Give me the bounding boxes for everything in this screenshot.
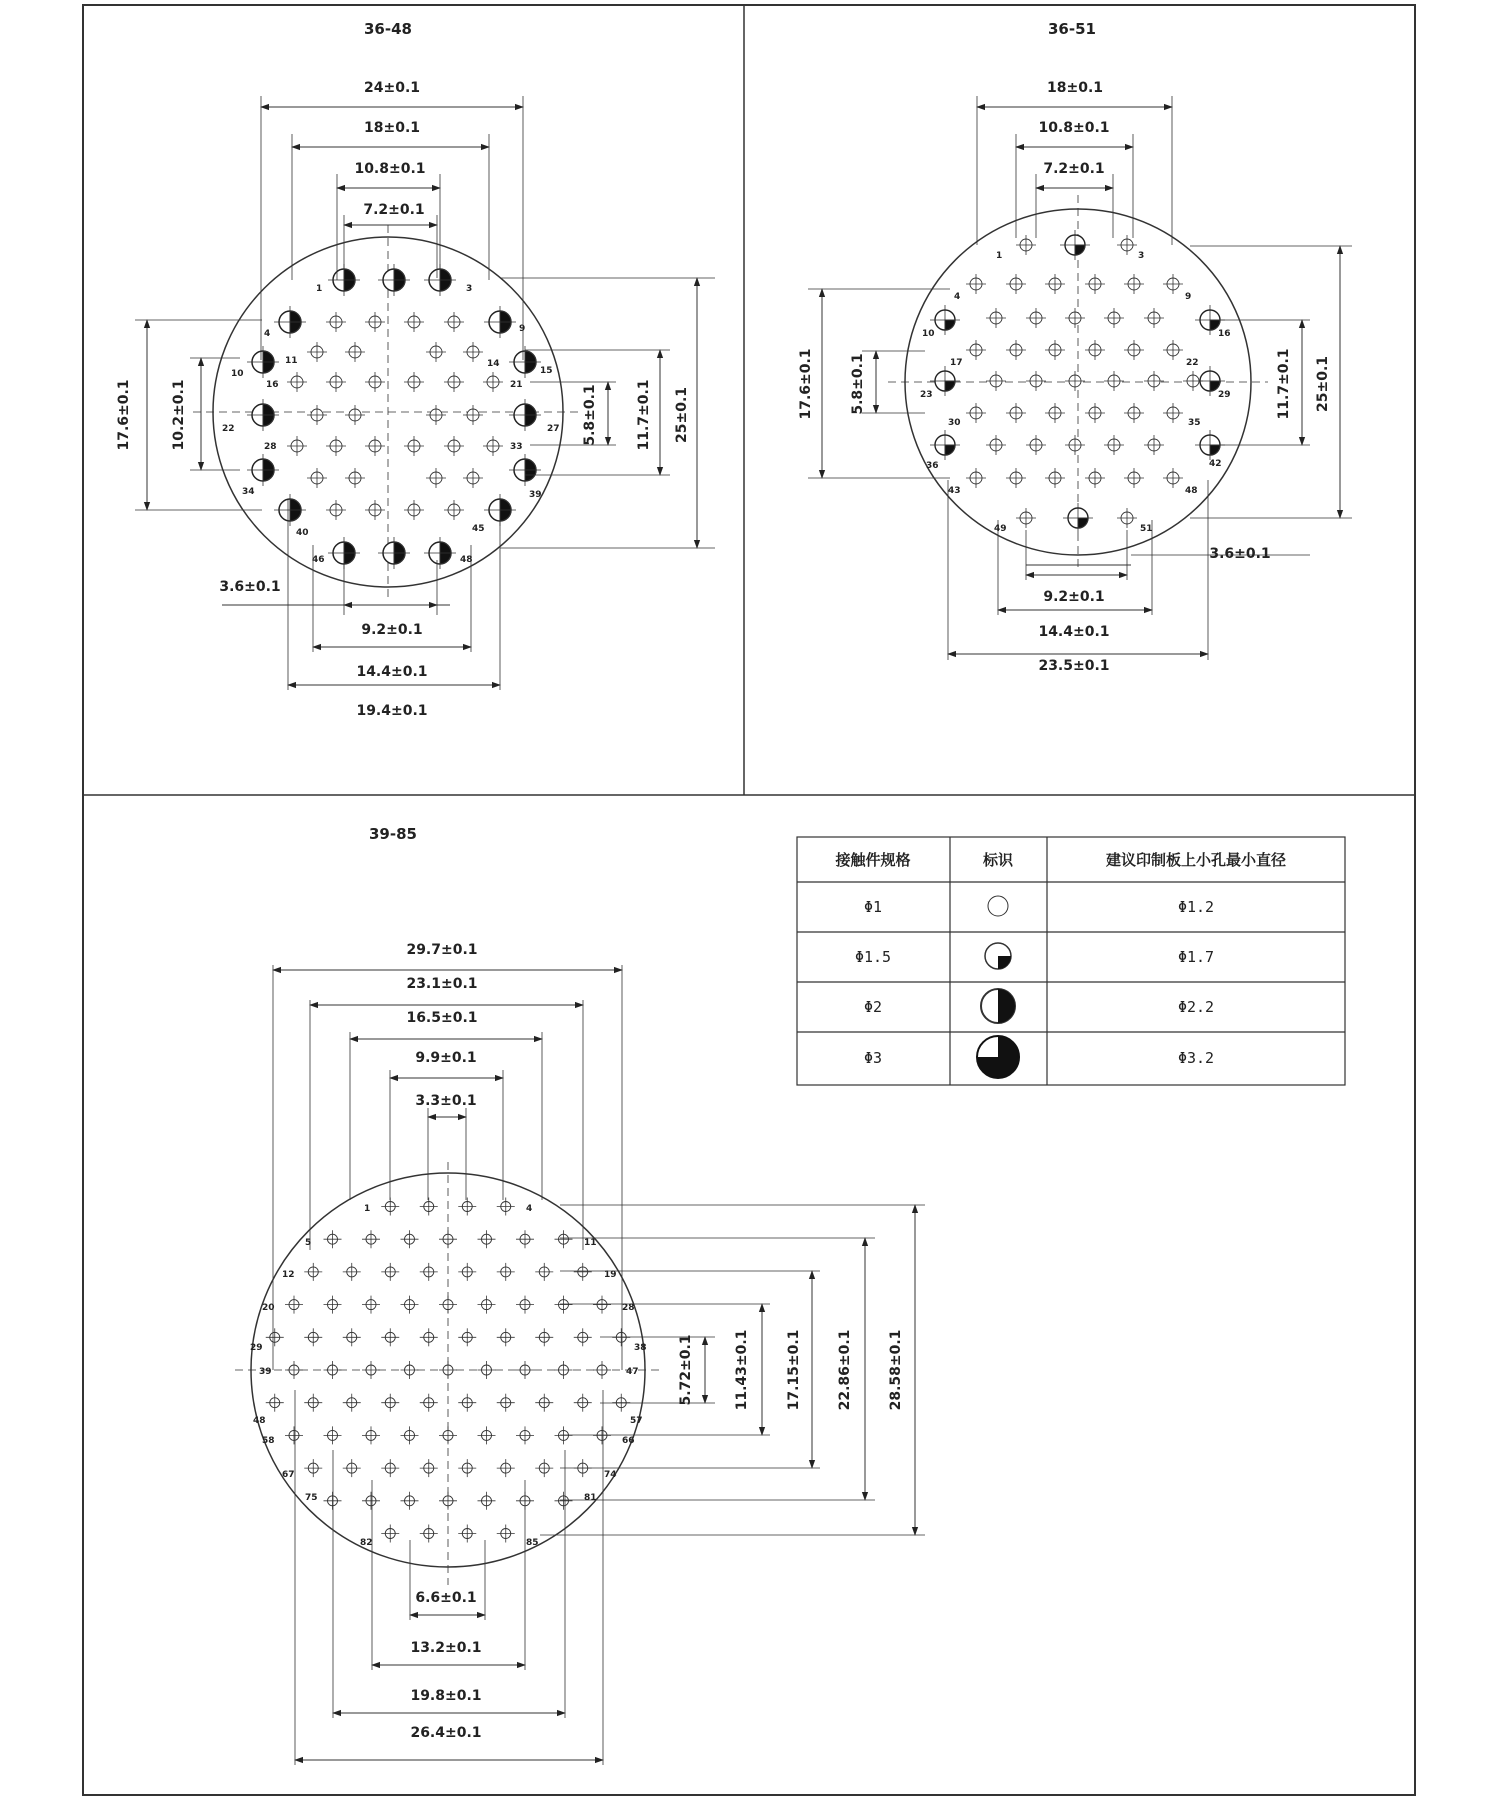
contact-phi1 <box>401 1361 419 1379</box>
pin-label: 75 <box>305 1493 318 1503</box>
contact-phi1 <box>535 1263 553 1281</box>
contact-phi1 <box>1163 274 1183 294</box>
legend-header-symbol: 标识 <box>982 851 1014 869</box>
contact-phi2 <box>378 264 410 296</box>
contact-phi1 <box>1124 274 1144 294</box>
pin-label: 1 <box>996 251 1003 261</box>
contact-phi1 <box>966 274 986 294</box>
dim-label: 11.43±0.1 <box>734 1329 750 1411</box>
pin-label: 4 <box>526 1204 533 1214</box>
contact-phi1_5 <box>1060 230 1090 260</box>
phi3-symbol <box>977 1036 1019 1078</box>
contact-phi1 <box>966 468 986 488</box>
contact-phi1 <box>404 372 424 392</box>
contact-phi1 <box>420 1459 438 1477</box>
pin-label: 5 <box>305 1238 312 1248</box>
contact-phi1 <box>304 1263 322 1281</box>
pin-grid-36-51 <box>930 230 1225 533</box>
pin-label: 39 <box>259 1367 272 1377</box>
contact-phi1 <box>439 1361 457 1379</box>
pin-label: 42 <box>1209 459 1222 469</box>
contact-phi1 <box>1065 435 1085 455</box>
contact-phi1 <box>555 1361 573 1379</box>
dim-label: 9.2±0.1 <box>1043 589 1105 605</box>
pin-label: 29 <box>250 1343 263 1353</box>
contact-phi1 <box>574 1394 592 1412</box>
contact-phi1 <box>404 436 424 456</box>
contact-phi1 <box>365 372 385 392</box>
contact-phi2 <box>509 454 541 486</box>
contact-phi1 <box>1026 371 1046 391</box>
contact-phi1 <box>1085 340 1105 360</box>
contact-phi1 <box>535 1394 553 1412</box>
legend-spec-phi3: Φ3 <box>863 1049 883 1067</box>
pin-label: 66 <box>622 1436 635 1446</box>
contact-phi1 <box>381 1263 399 1281</box>
contact-phi1 <box>463 342 483 362</box>
contact-phi1 <box>1104 435 1124 455</box>
contact-phi1 <box>345 405 365 425</box>
contact-phi1 <box>420 1525 438 1543</box>
contact-phi1 <box>1045 403 1065 423</box>
contact-phi1 <box>497 1394 515 1412</box>
contact-phi2 <box>509 399 541 431</box>
contact-phi1 <box>555 1230 573 1248</box>
connector-36-48-drawing <box>135 96 715 690</box>
contact-phi1 <box>381 1459 399 1477</box>
drawing-frame <box>83 5 1415 1795</box>
legend-hole-phi1_5: Φ1.7 <box>1177 948 1215 966</box>
pin-label: 3 <box>1138 251 1145 261</box>
contact-phi2 <box>274 494 306 526</box>
contact-phi1 <box>304 1394 322 1412</box>
contact-phi1 <box>324 1361 342 1379</box>
contact-phi1 <box>362 1492 380 1510</box>
contact-phi1 <box>1104 371 1124 391</box>
pin-label: 35 <box>1188 418 1201 428</box>
contact-phi1 <box>381 1328 399 1346</box>
pin-label: 3 <box>466 284 473 294</box>
pin-label: 57 <box>630 1416 643 1426</box>
contact-phi1 <box>326 500 346 520</box>
dimension-lines <box>147 107 697 685</box>
contact-phi1 <box>497 1328 515 1346</box>
contact-phi1 <box>365 436 385 456</box>
contact-phi2 <box>509 346 541 378</box>
contact-phi1 <box>497 1525 515 1543</box>
dim-label: 9.9±0.1 <box>415 1050 477 1066</box>
contact-phi1 <box>439 1230 457 1248</box>
dim-label: 17.6±0.1 <box>798 348 814 420</box>
pin-label: 9 <box>1185 292 1192 302</box>
legend-header-hole: 建议印制板上小孔最小直径 <box>1105 851 1287 869</box>
contact-phi1 <box>285 1361 303 1379</box>
contact-phi1 <box>343 1263 361 1281</box>
contact-phi1 <box>478 1361 496 1379</box>
contact-phi1 <box>1045 340 1065 360</box>
pin-label: 40 <box>296 528 309 538</box>
contact-phi1 <box>1085 274 1105 294</box>
contact-phi1 <box>516 1361 534 1379</box>
pin-label: 14 <box>487 359 500 369</box>
pin-label: 28 <box>264 442 277 452</box>
dim-label: 26.4±0.1 <box>410 1725 482 1741</box>
dim-label: 5.8±0.1 <box>582 384 598 446</box>
contact-phi1 <box>593 1361 611 1379</box>
contact-phi1_5 <box>930 366 960 396</box>
contact-phi1 <box>365 312 385 332</box>
contact-phi1 <box>1045 274 1065 294</box>
pin-label: 16 <box>266 380 279 390</box>
contact-phi1 <box>401 1492 419 1510</box>
contact-phi1 <box>458 1459 476 1477</box>
contact-phi1 <box>307 342 327 362</box>
contact-phi1 <box>1163 468 1183 488</box>
dim-label: 6.6±0.1 <box>415 1590 477 1606</box>
contact-phi1 <box>362 1361 380 1379</box>
phi1_5-symbol <box>985 943 1011 969</box>
pin-label: 27 <box>547 424 560 434</box>
contact-phi1 <box>483 372 503 392</box>
pin-label: 36 <box>926 461 939 471</box>
dim-label: 3.6±0.1 <box>1209 546 1271 562</box>
contact-phi1 <box>516 1230 534 1248</box>
contact-phi1 <box>401 1230 419 1248</box>
contact-phi1 <box>420 1394 438 1412</box>
contact-phi1 <box>458 1328 476 1346</box>
contact-phi1 <box>404 312 424 332</box>
contact-phi1 <box>287 436 307 456</box>
contact-phi1 <box>966 340 986 360</box>
contact-phi1 <box>401 1426 419 1444</box>
dim-label: 19.8±0.1 <box>410 1688 482 1704</box>
contact-phi1 <box>324 1426 342 1444</box>
dim-label: 3.6±0.1 <box>219 579 281 595</box>
pin-labels-36-51 <box>920 251 1231 534</box>
contact-phi1 <box>381 1394 399 1412</box>
contact-phi1 <box>555 1296 573 1314</box>
contact-phi2 <box>378 537 410 569</box>
dim-label: 23.1±0.1 <box>406 976 478 992</box>
contact-phi1 <box>1104 308 1124 328</box>
contact-phi1 <box>266 1394 284 1412</box>
contact-phi2 <box>424 537 456 569</box>
contact-phi1 <box>497 1263 515 1281</box>
contact-phi1 <box>497 1459 515 1477</box>
pin-label: 10 <box>922 329 935 339</box>
pin-label: 11 <box>584 1238 597 1248</box>
dim-label: 24±0.1 <box>363 80 421 96</box>
contact-phi1 <box>404 500 424 520</box>
extension-lines <box>135 96 715 690</box>
contact-phi1 <box>1124 340 1144 360</box>
contact-phi1 <box>1183 371 1203 391</box>
pin-label: 16 <box>1218 329 1231 339</box>
contact-phi1 <box>401 1296 419 1314</box>
dim-label: 18±0.1 <box>1046 80 1104 96</box>
pin-label: 48 <box>1185 486 1198 496</box>
pin-label: 85 <box>526 1538 539 1548</box>
contact-phi1 <box>324 1230 342 1248</box>
pin-label: 48 <box>460 555 473 565</box>
contact-phi1 <box>478 1230 496 1248</box>
contact-phi1 <box>986 308 1006 328</box>
contact-phi1 <box>439 1296 457 1314</box>
contact-phi1 <box>478 1296 496 1314</box>
contact-phi1 <box>463 405 483 425</box>
contact-phi1 <box>1085 403 1105 423</box>
contact-phi1 <box>1163 340 1183 360</box>
contact-phi1 <box>343 1459 361 1477</box>
contact-phi1 <box>345 342 365 362</box>
contact-phi1 <box>535 1328 553 1346</box>
pin-label: 15 <box>540 366 553 376</box>
dim-label: 7.2±0.1 <box>1043 161 1105 177</box>
contact-phi1 <box>1163 403 1183 423</box>
contact-phi1 <box>324 1492 342 1510</box>
contact-phi1 <box>986 435 1006 455</box>
contact-phi1 <box>324 1296 342 1314</box>
pin-label: 38 <box>634 1343 647 1353</box>
contact-phi1 <box>307 405 327 425</box>
contact-phi1 <box>535 1459 553 1477</box>
legend-hole-phi1: Φ1.2 <box>1177 898 1215 916</box>
pin-label: 51 <box>1140 524 1153 534</box>
dim-label: 18±0.1 <box>363 120 421 136</box>
contact-phi1 <box>478 1426 496 1444</box>
legend-hole-phi2: Φ2.2 <box>1177 998 1215 1016</box>
dim-label: 22.86±0.1 <box>837 1329 853 1411</box>
dim-label: 17.15±0.1 <box>786 1329 802 1411</box>
contact-phi1 <box>381 1525 399 1543</box>
contact-phi1 <box>966 403 986 423</box>
contact-phi1 <box>1144 308 1164 328</box>
contact-phi1 <box>458 1525 476 1543</box>
contact-phi1 <box>326 372 346 392</box>
contact-phi1 <box>444 312 464 332</box>
contact-phi1 <box>326 312 346 332</box>
contact-phi2 <box>247 454 279 486</box>
panel-title-36-48: 36-48 <box>364 20 412 38</box>
pin-label: 21 <box>510 380 523 390</box>
contact-phi1 <box>381 1198 399 1216</box>
contact-phi1 <box>307 468 327 488</box>
contact-phi1 <box>444 436 464 456</box>
contact-phi1 <box>574 1328 592 1346</box>
dim-label: 10.2±0.1 <box>171 379 187 451</box>
contact-phi1 <box>1117 508 1137 528</box>
dim-label: 14.4±0.1 <box>356 664 428 680</box>
contact-phi1 <box>1065 371 1085 391</box>
dim-label: 10.8±0.1 <box>354 161 426 177</box>
dim-label: 5.8±0.1 <box>850 353 866 415</box>
contact-phi1 <box>444 500 464 520</box>
contact-phi1 <box>497 1198 515 1216</box>
contact-phi1 <box>362 1426 380 1444</box>
dim-label: 19.4±0.1 <box>356 703 428 719</box>
pin-label: 48 <box>253 1416 266 1426</box>
contact-phi1 <box>483 436 503 456</box>
pin-label: 33 <box>510 442 523 452</box>
pin-label: 1 <box>316 284 323 294</box>
pin-label: 20 <box>262 1303 275 1313</box>
pin-label: 49 <box>994 524 1007 534</box>
contact-phi1 <box>365 500 385 520</box>
contact-phi1 <box>593 1296 611 1314</box>
contact-phi1 <box>516 1426 534 1444</box>
contact-phi1 <box>458 1394 476 1412</box>
pin-label: 74 <box>604 1470 617 1480</box>
pin-grid-36-48 <box>247 264 541 569</box>
phi1-symbol <box>988 896 1008 916</box>
panel-title-39-85: 39-85 <box>369 825 417 843</box>
contact-phi1 <box>266 1328 284 1346</box>
dim-label: 11.7±0.1 <box>1276 348 1292 420</box>
contact-phi1 <box>478 1492 496 1510</box>
contact-phi1 <box>1117 235 1137 255</box>
pin-label: 11 <box>285 356 298 366</box>
contact-phi1 <box>555 1492 573 1510</box>
pin-label: 12 <box>282 1270 295 1280</box>
pin-label: 29 <box>1218 390 1231 400</box>
contact-phi1 <box>420 1198 438 1216</box>
contact-phi1 <box>458 1198 476 1216</box>
contact-phi1 <box>458 1263 476 1281</box>
pin-label: 9 <box>519 324 526 334</box>
contact-phi2 <box>484 306 516 338</box>
contact-phi1 <box>1144 435 1164 455</box>
contact-phi1 <box>516 1296 534 1314</box>
dim-label: 5.72±0.1 <box>678 1334 694 1406</box>
contact-phi1 <box>439 1492 457 1510</box>
contact-phi1 <box>304 1459 322 1477</box>
contact-phi1 <box>426 405 446 425</box>
pin-label: 45 <box>472 524 485 534</box>
dim-label: 28.58±0.1 <box>888 1329 904 1411</box>
dim-label: 17.6±0.1 <box>116 379 132 451</box>
pin-label: 58 <box>262 1436 275 1446</box>
contact-phi1 <box>1016 508 1036 528</box>
contact-phi1 <box>285 1296 303 1314</box>
dim-label: 29.7±0.1 <box>406 942 478 958</box>
contact-phi1 <box>420 1263 438 1281</box>
dim-label: 14.4±0.1 <box>1038 624 1110 640</box>
contact-phi1 <box>986 371 1006 391</box>
contact-phi1 <box>426 342 446 362</box>
contact-phi1 <box>1006 274 1026 294</box>
contact-phi1 <box>1006 340 1026 360</box>
pin-label: 81 <box>584 1493 597 1503</box>
contact-phi2 <box>247 346 279 378</box>
pin-label: 34 <box>242 487 255 497</box>
contact-phi1 <box>362 1230 380 1248</box>
contact-phi1 <box>1006 403 1026 423</box>
dim-label: 13.2±0.1 <box>410 1640 482 1656</box>
pin-label: 22 <box>222 424 235 434</box>
pin-label: 22 <box>1186 358 1199 368</box>
contact-phi1 <box>343 1328 361 1346</box>
contact-phi1 <box>362 1296 380 1314</box>
contact-phi1 <box>439 1426 457 1444</box>
connector-36-51-drawing <box>808 96 1352 660</box>
pin-label: 23 <box>920 390 933 400</box>
contact-phi1 <box>1085 468 1105 488</box>
dim-label: 16.5±0.1 <box>406 1010 478 1026</box>
dimension-labels-39-85 <box>406 942 904 1741</box>
contact-phi1 <box>1006 468 1026 488</box>
pin-label: 47 <box>626 1367 639 1377</box>
contact-phi1 <box>1144 371 1164 391</box>
dim-label: 11.7±0.1 <box>636 379 652 451</box>
contact-phi2 <box>274 306 306 338</box>
dim-label: 9.2±0.1 <box>361 622 423 638</box>
pin-label: 4 <box>954 292 961 302</box>
pin-label: 46 <box>312 555 325 565</box>
pin-label: 39 <box>529 490 542 500</box>
legend-table <box>797 837 1345 1085</box>
contact-phi1 <box>463 468 483 488</box>
contact-phi2 <box>247 399 279 431</box>
contact-phi1 <box>1016 235 1036 255</box>
contact-phi1 <box>444 372 464 392</box>
phi2-symbol <box>981 989 1015 1023</box>
legend-spec-phi2: Φ2 <box>863 998 883 1016</box>
pin-label: 19 <box>604 1270 617 1280</box>
contact-phi1 <box>426 468 446 488</box>
contact-phi1 <box>345 468 365 488</box>
pin-label: 4 <box>264 329 271 339</box>
pin-label: 67 <box>282 1470 295 1480</box>
dimension-labels-36-48 <box>116 80 690 719</box>
pin-label: 17 <box>950 358 963 368</box>
dim-label: 3.3±0.1 <box>415 1093 477 1109</box>
dim-label: 23.5±0.1 <box>1038 658 1110 674</box>
contact-phi1 <box>304 1328 322 1346</box>
dim-label: 10.8±0.1 <box>1038 120 1110 136</box>
pin-label: 1 <box>364 1204 371 1214</box>
contact-phi1_5 <box>930 430 960 460</box>
legend-hole-phi3: Φ3.2 <box>1177 1049 1215 1067</box>
dim-label: 25±0.1 <box>674 386 690 444</box>
legend-header-spec: 接触件规格 <box>835 851 911 869</box>
panel-title-36-51: 36-51 <box>1048 20 1096 38</box>
contact-phi1 <box>1045 468 1065 488</box>
pin-label: 10 <box>231 369 244 379</box>
contact-phi1 <box>420 1328 438 1346</box>
contact-phi1 <box>1065 308 1085 328</box>
contact-phi1 <box>1124 403 1144 423</box>
contact-phi1 <box>285 1426 303 1444</box>
dim-label: 25±0.1 <box>1315 355 1331 413</box>
contact-phi1 <box>1026 435 1046 455</box>
pin-label: 82 <box>360 1538 373 1548</box>
contact-phi1 <box>287 372 307 392</box>
legend-spec-phi1: Φ1 <box>863 898 883 916</box>
legend-spec-phi1_5: Φ1.5 <box>854 948 892 966</box>
contact-phi1 <box>1124 468 1144 488</box>
contact-phi1_5 <box>1063 503 1093 533</box>
dim-label: 7.2±0.1 <box>363 202 425 218</box>
contact-phi1 <box>1026 308 1046 328</box>
contact-phi1 <box>574 1263 592 1281</box>
contact-phi1 <box>343 1394 361 1412</box>
pin-label: 28 <box>622 1303 635 1313</box>
pin-label: 43 <box>948 486 961 496</box>
contact-phi1 <box>326 436 346 456</box>
pin-label: 30 <box>948 418 961 428</box>
